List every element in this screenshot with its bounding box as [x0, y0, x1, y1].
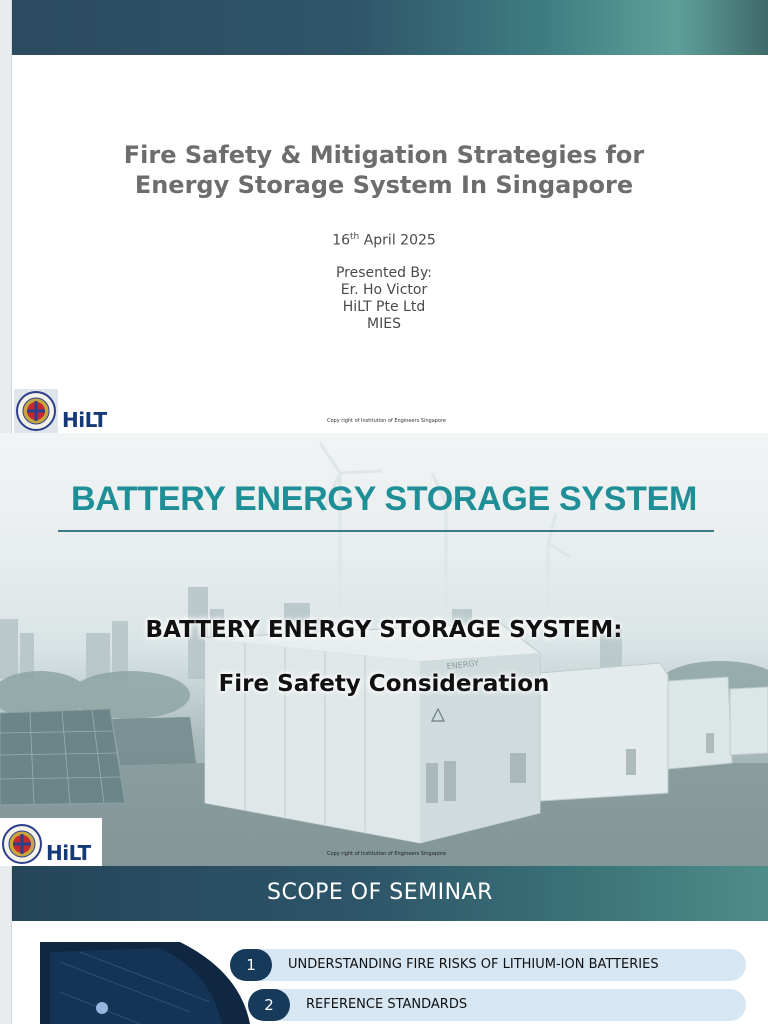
slide-title: [0, 0, 768, 433]
battery-cell-image-icon: [40, 942, 250, 1024]
date-day: 16: [332, 232, 351, 249]
bess-subtitle-line-1: BATTERY ENERGY STORAGE SYSTEM:: [145, 617, 623, 643]
presented-by-label: Presented By:: [335, 265, 433, 281]
scope-item-2-number: 2: [248, 989, 290, 1021]
presenter-company: HiLT Pte Ltd: [342, 299, 426, 315]
scope-item-2-label: REFERENCE STANDARDS: [306, 997, 468, 1012]
ies-logo-icon: [0, 822, 44, 866]
bess-subtitle-line-2: Fire Safety Consideration: [218, 671, 550, 697]
wind-turbine-icon: [320, 443, 570, 643]
slide-bess-intro: [0, 433, 768, 866]
slide-left-edge: [0, 0, 12, 433]
copyright-notice: Copy right of Institution of Engineers Singapore: [327, 418, 447, 424]
slide-left-edge: [0, 866, 12, 1024]
copyright-notice: Copy right of Institution of Engineers Singapore: [327, 851, 447, 857]
header-band: [12, 0, 768, 55]
ies-logo-icon: [14, 389, 58, 433]
date-suffix: th: [350, 232, 360, 242]
scope-title: SCOPE OF SEMINAR: [267, 880, 493, 905]
container-energy-label: ENERGY: [446, 658, 480, 671]
scope-item-1-label: UNDERSTANDING FIRE RISKS OF LITHIUM-ION BATTERIES: [288, 957, 659, 972]
slide-scope: [0, 866, 768, 1024]
presentation-title: [40, 140, 728, 200]
battery-container-icon: [205, 623, 540, 843]
scope-item-1-number: 1: [230, 949, 272, 981]
presenter-name: Er. Ho Victor: [340, 282, 428, 298]
presenter-organisation: MIES: [367, 316, 401, 332]
title-underline: [58, 530, 714, 532]
date-rest: April 2025: [359, 232, 436, 249]
bess-title: BATTERY ENERGY STORAGE SYSTEM: [70, 480, 698, 518]
title-line-2: Energy Storage System In Singapore: [134, 171, 634, 199]
title-line-1: Fire Safety & Mitigation Strategies for: [123, 141, 645, 169]
presentation-date: [0, 232, 768, 249]
presenter-block: [0, 265, 768, 333]
hilt-logo: HiLT: [62, 408, 107, 432]
hilt-logo: HiLT: [46, 841, 91, 865]
